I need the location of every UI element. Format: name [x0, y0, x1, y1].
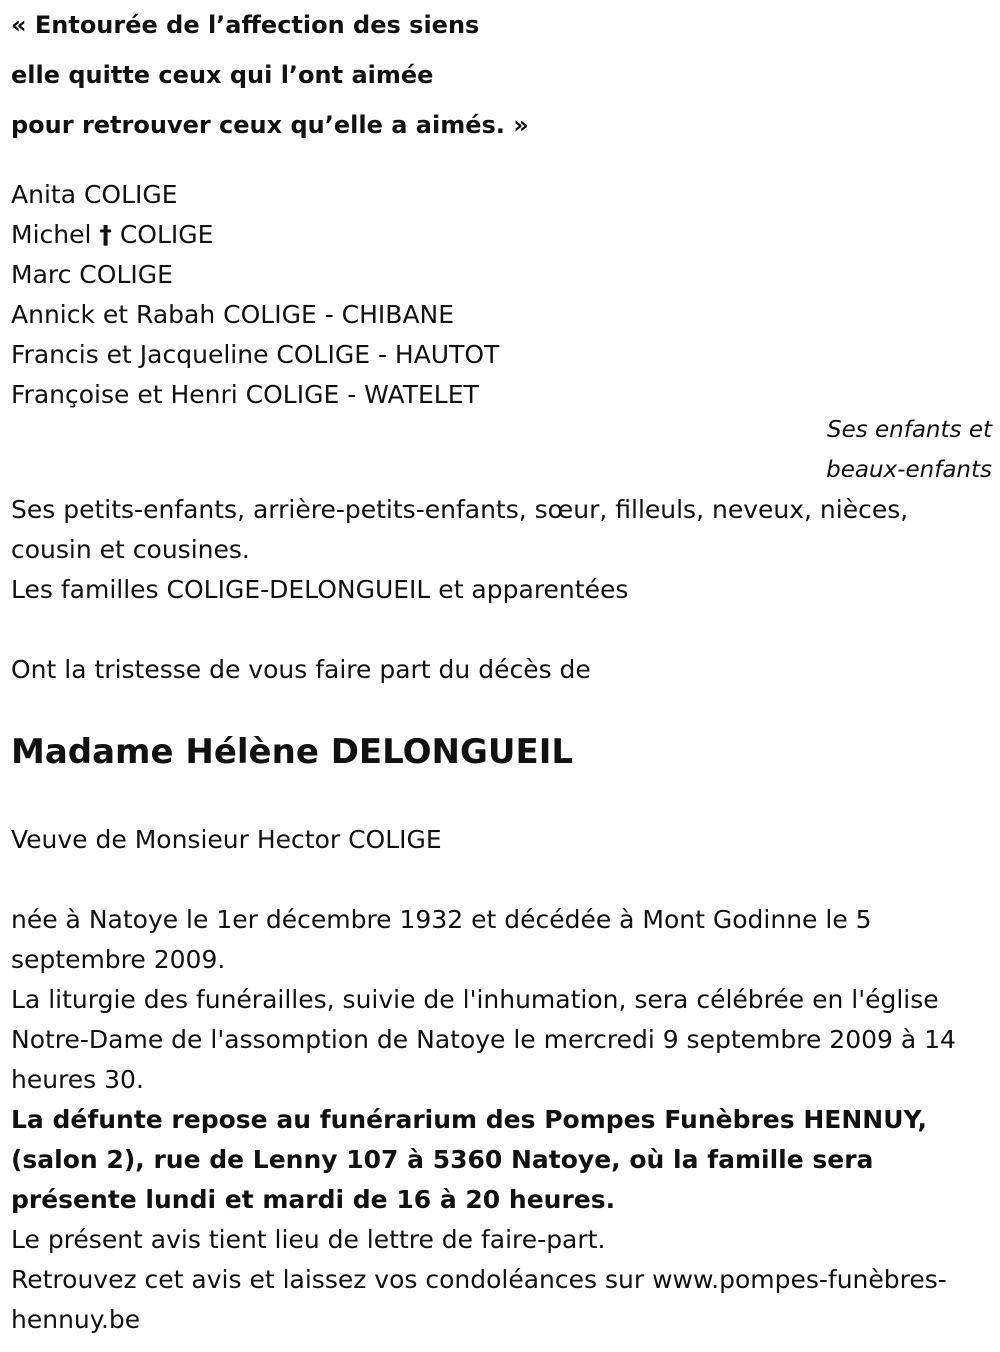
cross-icon: † — [99, 220, 112, 249]
announcement-text: Ont la tristesse de vous faire part du décès de — [11, 655, 591, 684]
liturgy-text: La liturgie des funérailles, suivie de l'inhumation, sera célébrée en l'église Notre-Dame de l'assomption de Natoye le mercredi 9 septembre 2009 à 14 heures 30. — [11, 985, 956, 1094]
spacer — [11, 860, 991, 900]
child-name: Anita COLIGE — [11, 180, 178, 209]
caption-line-1: Ses enfants et — [826, 417, 992, 443]
birth-death-text: née à Natoye le 1er décembre 1932 et décédée à Mont Godinne le 5 septembre 2009. — [11, 905, 872, 974]
quote-line-2: elle quitte ceux qui l’ont aimée — [11, 61, 434, 89]
child-name: Françoise et Henri COLIGE - WATELET — [11, 380, 479, 409]
condolences-text: Retrouvez cet avis et laissez vos condoléances sur www.pompes-funèbres-hennuy.be — [11, 1265, 947, 1334]
child-last-name: COLIGE — [119, 220, 214, 249]
widow-of-text: Veuve de Monsieur Hector COLIGE — [11, 825, 442, 854]
quote-line-1: « Entourée de l’affection des siens — [11, 11, 480, 39]
children-list — [11, 175, 991, 415]
child-name: Annick et Rabah COLIGE - CHIBANE — [11, 300, 455, 329]
grandchildren-text: Ses petits-enfants, arrière-petits-enfants, sœur, filleuls, neveux, nièces, cousin et cousines. — [11, 495, 909, 564]
child-first-name: Michel — [11, 220, 92, 249]
child-name: Francis et Jacqueline COLIGE - HAUTOT — [11, 340, 500, 369]
families-text: Les familles COLIGE-DELONGUEIL et apparentées — [11, 575, 629, 604]
child-name: Marc COLIGE — [11, 260, 173, 289]
repose-text: La défunte repose au funérarium des Pompes Funèbres HENNUY, (salon 2), rue de Lenny 107 à 5360 Natoye, où la famille sera présente lundi et mardi de 16 à 20 heures. — [11, 1105, 927, 1214]
spacer — [11, 610, 991, 650]
notice-text: Le présent avis tient lieu de lettre de faire-part. — [11, 1225, 606, 1254]
deceased-name: Madame Hélène DELONGUEIL — [11, 732, 574, 772]
epigraph-quote — [11, 0, 991, 150]
obituary-notice — [11, 0, 991, 1340]
caption-line-2: beaux-enfants — [826, 457, 992, 483]
quote-line-3: pour retrouver ceux qu’elle a aimés. » — [11, 111, 529, 139]
child-name-deceased — [11, 215, 991, 255]
children-caption — [11, 410, 992, 490]
